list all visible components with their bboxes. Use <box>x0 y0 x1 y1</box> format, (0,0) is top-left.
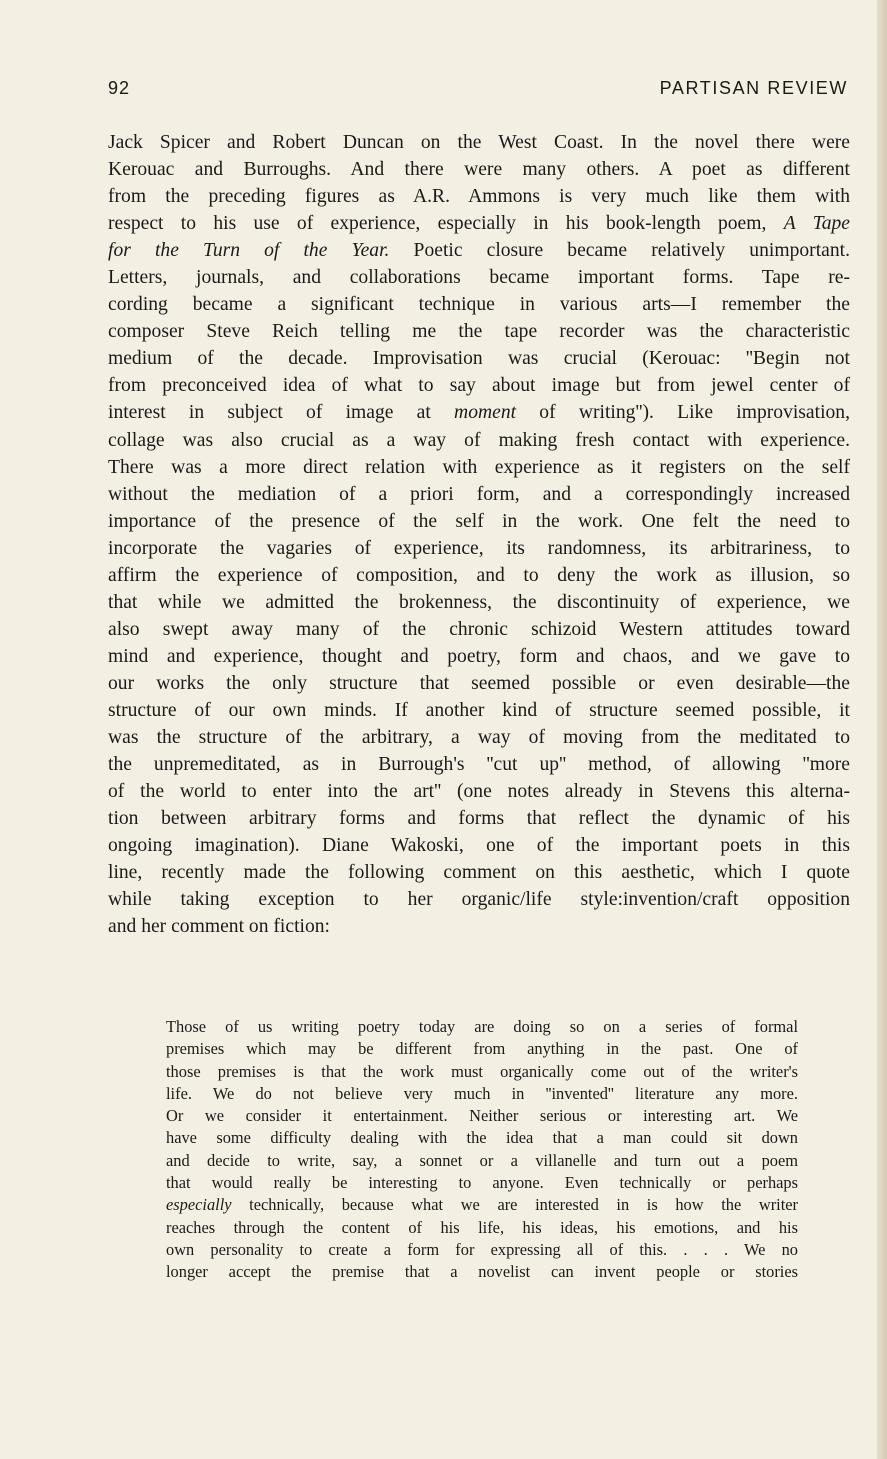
body-line: line, recently made the following comment on this aesthetic, which I quote <box>108 862 850 884</box>
emphasis-italic: moment <box>454 402 517 424</box>
quote-line: those premises is that the work must organically come out of the writer's <box>166 1061 798 1081</box>
body-line: affirm the experience of composition, and to deny the work as illusion, so <box>108 564 850 586</box>
body-line: Kerouac and Burroughs. And there were many others. A poet as different <box>108 159 850 181</box>
quote-line: especially technically, because what we are interested in is how the writer <box>166 1195 798 1215</box>
body-line: from the preceding figures as A.R. Ammons is very much like them with <box>108 186 850 208</box>
book-title-italic: A Tape <box>783 213 850 235</box>
body-line: also swept away many of the chronic schizoid Western attitudes toward <box>108 618 850 640</box>
body-line: interest in subject of image at moment of writing''). Like improvisation, <box>108 402 851 424</box>
quote-line: own personality to create a form for expressing all of this. . . . We no <box>166 1239 798 1259</box>
body-line: mind and experience, thought and poetry, form and chaos, and we gave to <box>108 645 850 667</box>
body-line: There was a more direct relation with experience as it registers on the self <box>108 456 850 478</box>
body-line: collage was also crucial as a way of making fresh contact with experience. <box>108 429 850 451</box>
body-line: importance of the presence of the self in the work. One felt the need to <box>108 510 850 532</box>
body-line: composer Steve Reich telling me the tape recorder was the characteristic <box>108 321 850 343</box>
body-paragraph <box>108 129 850 940</box>
body-line: for the Turn of the Year. Poetic closure became relatively unimportant. <box>108 240 850 262</box>
journal-title: PARTISAN REVIEW <box>659 78 848 98</box>
body-line: while taking exception to her organic/life style:invention/craft opposition <box>108 889 850 911</box>
body-line: tion between arbitrary forms and forms that reflect the dynamic of his <box>108 808 850 830</box>
quote-line: Or we consider it entertainment. Neither serious or interesting art. We <box>166 1106 798 1126</box>
running-head <box>108 78 848 104</box>
body-line: our works the only structure that seemed possible or even desirable—the <box>108 672 850 694</box>
quote-line: have some difficulty dealing with the idea that a man could sit down <box>166 1128 798 1148</box>
body-line: of the world to enter into the art'' (one notes already in Stevens this alterna- <box>108 781 850 803</box>
quote-line: that would really be interesting to anyone. Even technically or perhaps <box>166 1173 798 1193</box>
quote-line: Those of us writing poetry today are doing so on a series of formal <box>166 1017 798 1036</box>
body-line: from preconceived idea of what to say about image but from jewel center of <box>108 375 850 397</box>
body-line: that while we admitted the brokenness, the discontinuity of experience, we <box>108 591 850 613</box>
quote-line: premises which may be different from anything in the past. One of <box>166 1039 798 1059</box>
page-number: 92 <box>108 78 131 98</box>
quote-line: and decide to write, say, a sonnet or a villanelle and turn out a poem <box>166 1150 798 1170</box>
block-quote <box>166 1016 798 1284</box>
body-line: Letters, journals, and collaborations became important forms. Tape re- <box>108 267 850 289</box>
body-line: ongoing imagination). Diane Wakoski, one of the important poets in this <box>108 835 850 857</box>
page-edge-shadow <box>877 0 887 1459</box>
body-line: incorporate the vagaries of experience, its randomness, its arbitrariness, to <box>108 537 850 559</box>
quote-line: reaches through the content of his life, his ideas, his emotions, and his <box>166 1217 798 1237</box>
body-line: was the structure of the arbitrary, a way of moving from the meditated to <box>108 727 850 749</box>
quote-line: life. We do not believe very much in ''invented'' literature any more. <box>166 1083 798 1103</box>
body-line: Jack Spicer and Robert Duncan on the West Coast. In the novel there were <box>108 132 850 153</box>
quote-line: longer accept the premise that a novelist can invent people or stories <box>166 1262 798 1282</box>
emphasis-italic: especially <box>166 1195 232 1215</box>
body-line: without the mediation of a priori form, and a correspondingly increased <box>108 483 850 505</box>
body-line: respect to his use of experience, especially in his book-length poem, A Tape <box>108 213 850 235</box>
body-line: and her comment on fiction: <box>108 916 330 938</box>
body-line: cording became a significant technique in various arts—I remember the <box>108 294 850 316</box>
book-title-italic: for the Turn of the Year. <box>108 240 390 262</box>
body-line: medium of the decade. Improvisation was crucial (Kerouac: ''Begin not <box>108 348 850 370</box>
body-line: structure of our own minds. If another kind of structure seemed possible, it <box>108 699 850 721</box>
body-line: the unpremeditated, as in Burrough's ''cut up'' method, of allowing ''more <box>108 754 850 776</box>
